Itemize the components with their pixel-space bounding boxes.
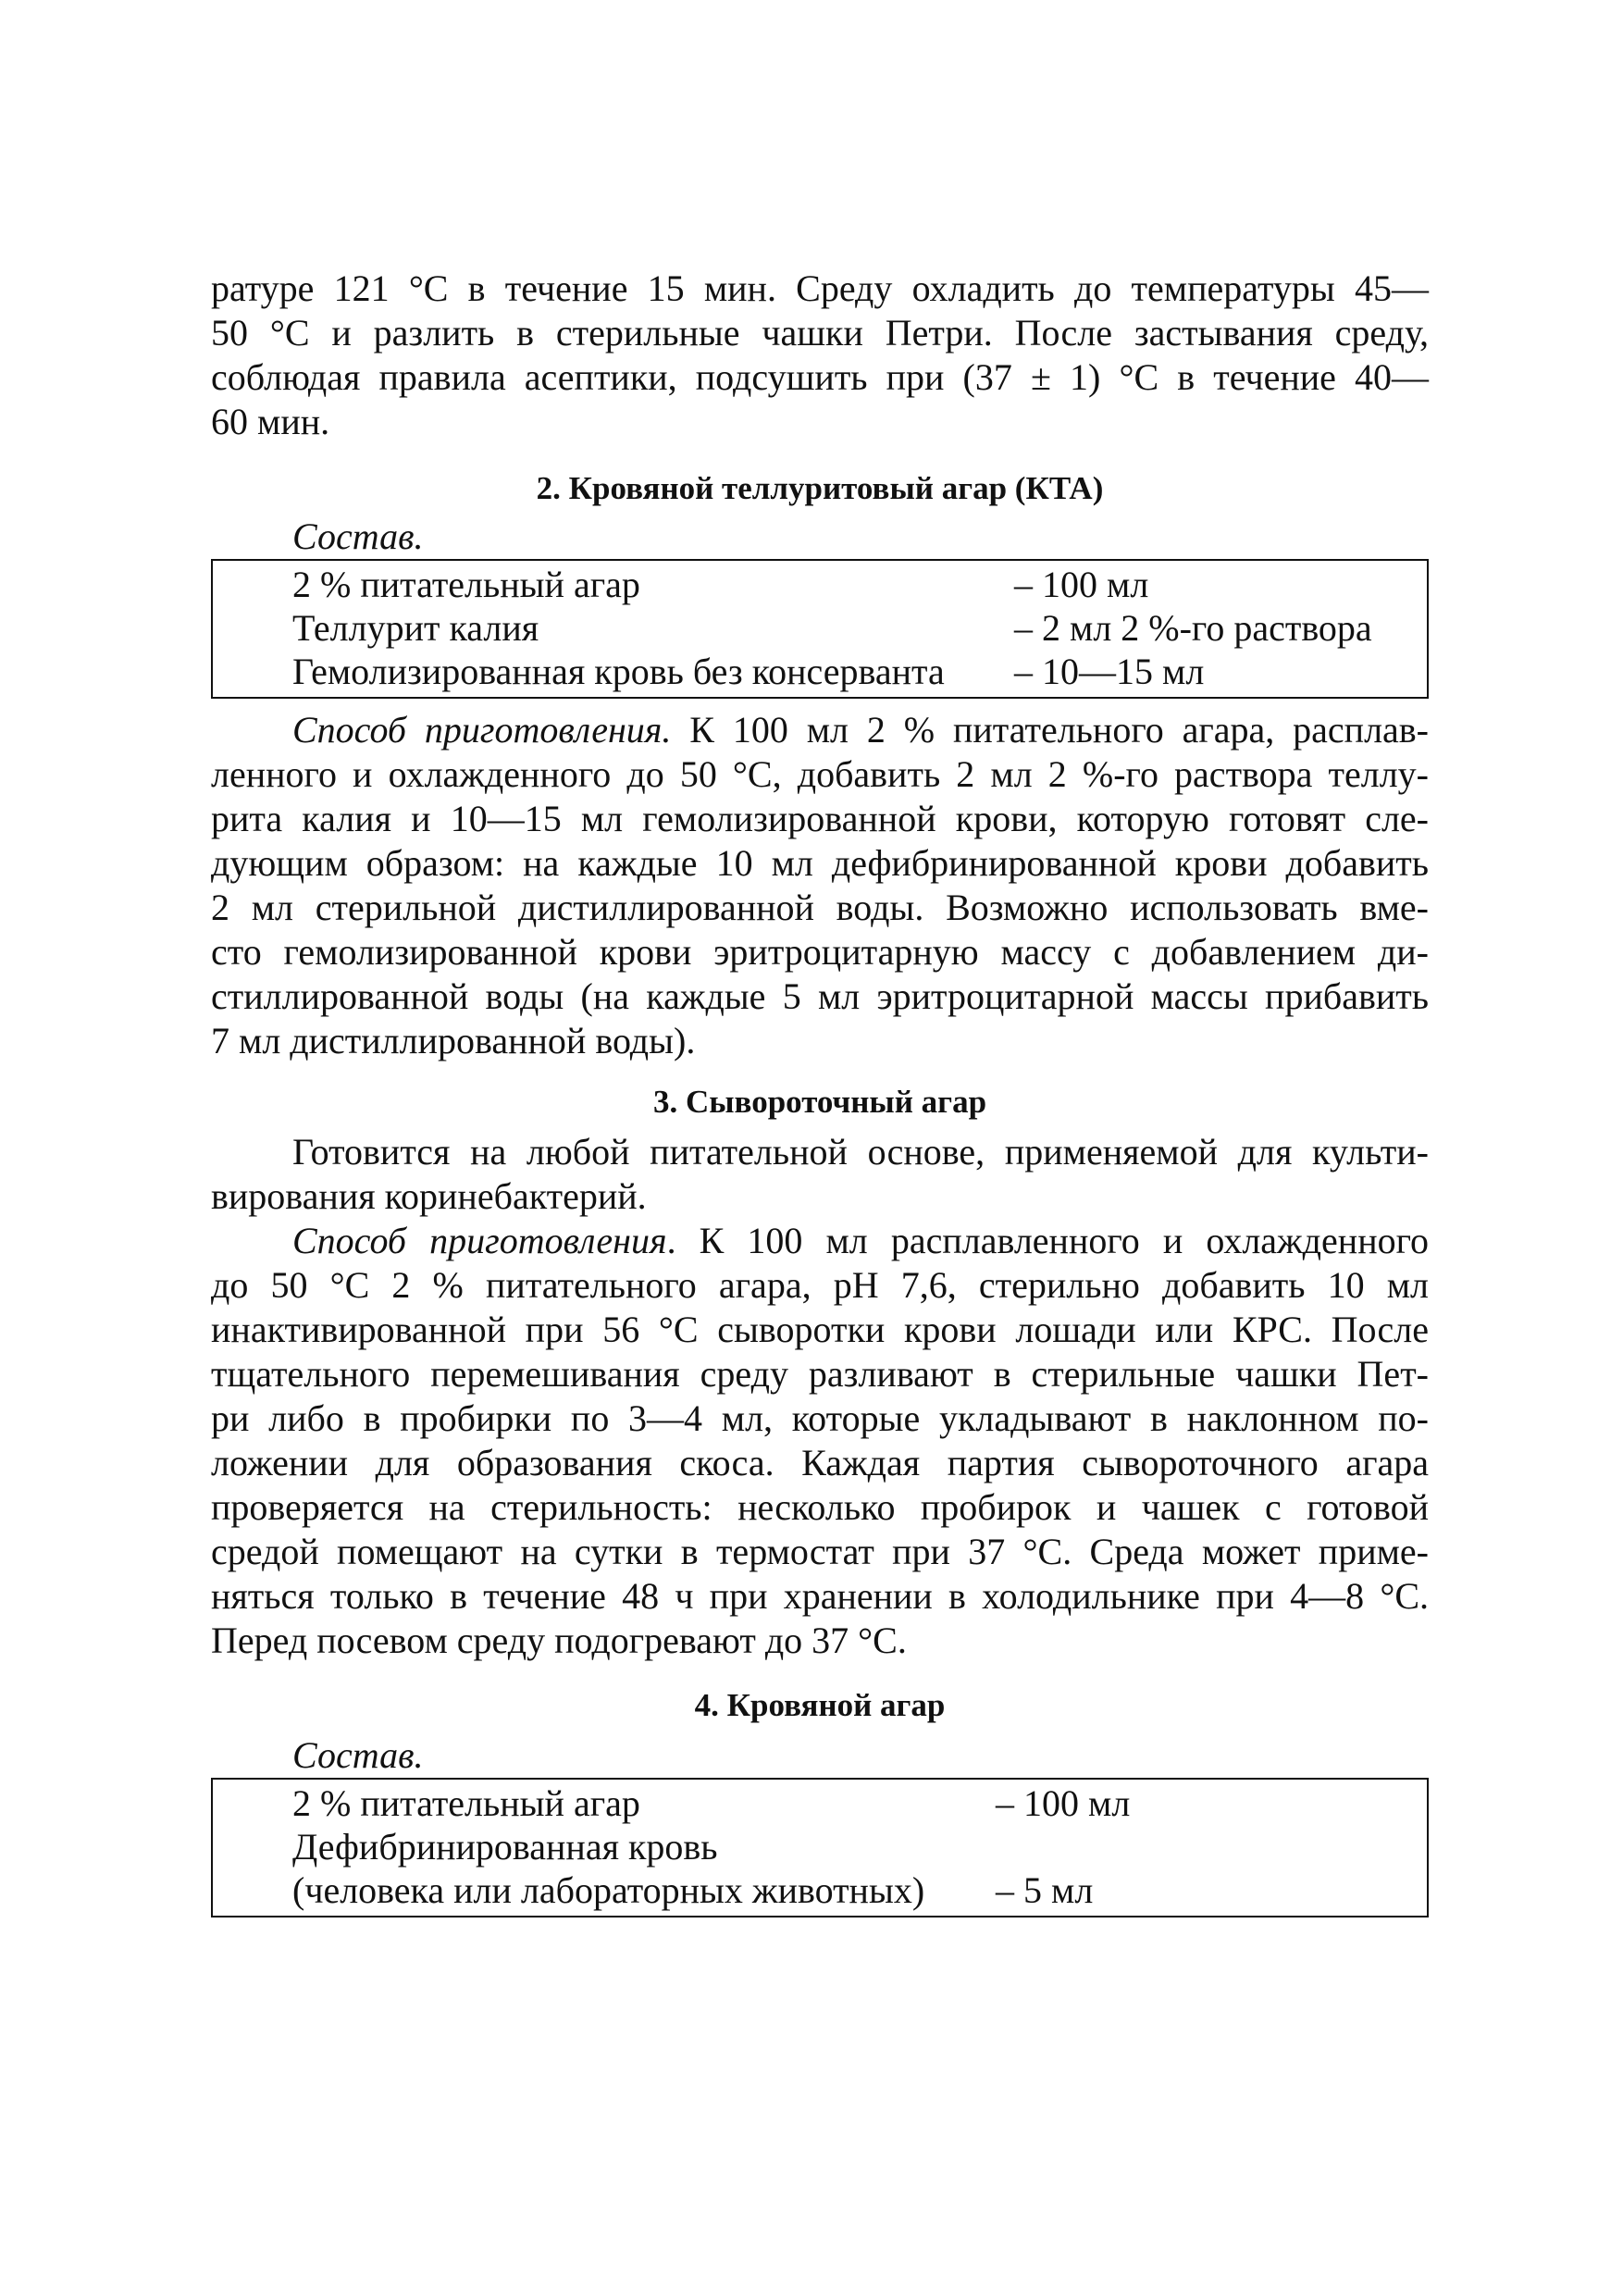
section-heading-kta: 2. Кровяной теллуритовый агар (КТА) [536, 470, 1104, 506]
text-line: рита калия и 10—15 мл гемолизированной крови, которую готовят сле- [211, 798, 1429, 839]
text-line: проверяется на стерильность: несколько пробирок и чашек с готовой [211, 1486, 1429, 1528]
text-line: средой помещают на сутки в термостат при 37 °С. Среда может приме- [211, 1531, 1429, 1572]
text-line: ленного и охлажденного до 50 °С, добавить 2 мл 2 %-го раствора теллу- [211, 753, 1429, 795]
composition-row [213, 1825, 1427, 1868]
composition-row [213, 1781, 1427, 1825]
composition-row [213, 1868, 1427, 1912]
method-label: Способ приготовления [292, 1220, 667, 1261]
text-line: 7 мл дистиллированной воды). [211, 1020, 696, 1061]
text-line: 60 мин. [211, 401, 330, 442]
composition-table-kta [211, 559, 1429, 699]
ingredient-amount: – 100 мл [1014, 564, 1149, 605]
ingredient-amount: – 5 мл [996, 1869, 1094, 1911]
text-line: тщательного перемешивания среду разливают в стерильные чашки Пет- [211, 1353, 1429, 1395]
text-line: инактивированной при 56 °С сыворотки крови лошади или КРС. После [211, 1309, 1429, 1350]
ingredient-name: (человека или лабораторных животных) [292, 1869, 925, 1911]
method-label: Способ приготовления. [292, 709, 672, 751]
intro-paragraph [211, 267, 1429, 444]
text-line: сто гемолизированной крови эритроцитарную массу с добавлением ди- [211, 931, 1429, 973]
ingredient-name: Гемолизированная кровь без консерванта [292, 651, 945, 692]
method-paragraph-kta [211, 708, 1429, 1063]
text-line: вирования коринебактерий. [211, 1175, 647, 1217]
ingredient-amount: – 100 мл [996, 1782, 1131, 1824]
text-span: К 100 мл 2 % питательного агара, расплав- [671, 709, 1430, 751]
ingredient-amount: – 2 мл 2 %-го раствора [1014, 607, 1372, 649]
text-line [211, 708, 1429, 752]
composition-row [213, 563, 1427, 606]
intro-paragraph-serum [211, 1130, 1429, 1219]
text-line: 50 °С и разлить в стерильные чашки Петри. После застывания среду, [211, 312, 1429, 354]
method-paragraph-serum [211, 1219, 1429, 1663]
document-page [211, 267, 1429, 1927]
ingredient-amount: – 10—15 мл [1014, 651, 1205, 692]
text-line: Готовится на любой питательной основе, применяемой для культи- [292, 1131, 1429, 1173]
section-heading-serum-agar: 3. Сывороточный агар [652, 1084, 987, 1120]
text-line: соблюдая правила асептики, подсушить при (37 ± 1) °С в течение 40— [211, 356, 1429, 398]
ingredient-name: Теллурит калия [292, 607, 539, 649]
text-line [211, 1219, 1429, 1263]
ingredient-name: Дефибринированная кровь [292, 1826, 718, 1868]
section-heading-blood-agar: 4. Кровяной агар [694, 1687, 946, 1723]
text-line: ложении для образования скоса. Каждая партия сывороточного агара [211, 1442, 1429, 1483]
text-line: до 50 °С 2 % питательного агара, рН 7,6, стерильно добавить 10 мл [211, 1264, 1429, 1306]
text-line: 2 мл стерильной дистиллированной воды. Возможно использовать вме- [211, 887, 1429, 928]
text-line: Перед посевом среду подогревают до 37 °С. [211, 1620, 907, 1661]
composition-row [213, 606, 1427, 650]
composition-table-blood-agar [211, 1778, 1429, 1917]
text-line: дующим образом: на каждые 10 мл дефибринированной крови добавить [211, 842, 1429, 884]
text-line: ратуре 121 °С в течение 15 мин. Среду охладить до температуры 45— [211, 267, 1429, 309]
composition-label: Состав. [292, 1734, 424, 1776]
composition-label: Состав. [292, 515, 424, 557]
ingredient-name: 2 % питательный агар [292, 1782, 640, 1824]
ingredient-name: 2 % питательный агар [292, 564, 640, 605]
text-line: ри либо в пробирки по 3—4 мл, которые укладывают в наклонном по- [211, 1397, 1429, 1439]
text-span: . К 100 мл расплавленного и охлажденного [666, 1220, 1430, 1261]
composition-row [213, 650, 1427, 693]
text-line: стиллированной воды (на каждые 5 мл эритроцитарной массы прибавить [211, 975, 1429, 1017]
text-line: няться только в течение 48 ч при хранении в холодильнике при 4—8 °С. [211, 1575, 1429, 1617]
